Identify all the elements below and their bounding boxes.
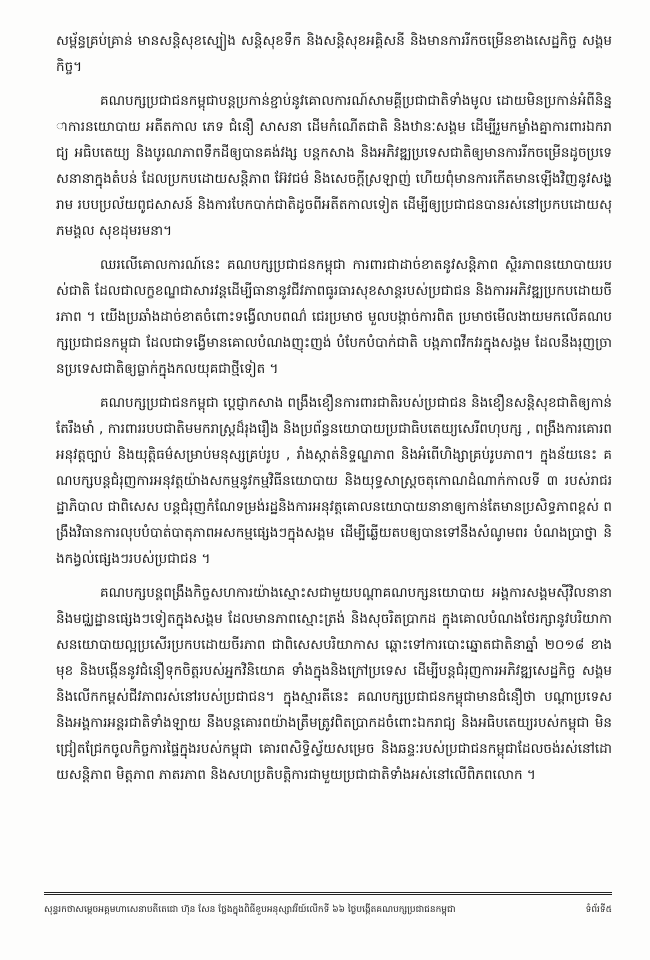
page-number: ទំព័រទី៥ — [585, 905, 612, 915]
paragraph-national-defense: គណបក្សប្រជាជនកម្ពុជា ប្តេជ្ញាកសាង ពង្រឹងខឿនការពារជាតិរបស់ប្រជាជន និងខឿនសន្តិសុខជាតិឲ្យកាន់តែរឹងមាំ , ការពាររបបជាតិមមករាស្ត្រដ៏រុងរឿង និងប្រព័ន្ធនយោបាយប្រជាធិបតេយ្យសេរីពហុបក្ស , ពង្រឹងការគោរពអនុវត្តច្បាប់ និងយុត្តិធម៌សម្រាប់មនុស្សគ្រប់រូប , រាំងស្កាត់និទ្ទណ្ឌភាព និងអំពើហិង្សាគ្រប់រូបភាព។ ក្នុងន័យនេះ គណបក្សបន្តជំរុញការអនុវត្តយ៉ាងសកម្មនូវកម្មវិធីនយោបាយ និងយុទ្ធសាស្ត្រចតុកោណដំណាក់កាលទី ៣ របស់រាជរដ្ឋាភិបាល ជាពិសេស បន្តជំរុញកំណែទម្រង់រដ្ឋនិងការអនុវត្តគោលនយោបាយនានាឲ្យកាន់តែមានប្រសិទ្ធភាពខ្ពស់ ពង្រឹងវិធានការលុបបំបាត់បាតុភាពអសកម្មផ្សេងៗក្នុងសង្គម ដើម្បីឆ្លើយតបឲ្យបានទៅនឹងសំណូមពរ បំណងប្រាថ្នា និងកង្វល់ផ្សេងៗរបស់ប្រជាជន ។ — [56, 395, 612, 567]
page-footer — [44, 892, 612, 917]
paragraph-cooperation: គណបក្សបន្តពង្រឹងកិច្ចសហការយ៉ាងស្មោះសជាមួយបណ្តាគណបក្សនយោបាយ អង្គការសង្គមស៊ីវិលនានា និងមជ្ឈដ្ឋានផ្សេងៗទៀតក្នុងសង្គម ដែលមានភាពស្មោះត្រង់ និងសុចរិតប្រាកដ ក្នុងគោលបំណងថែរក្សានូវបរិយាកាសនយោបាយល្អប្រសើរប្រកបដោយចីរភាព ជាពិសេសបរិយាកាស ឆ្ពោះទៅការបោះឆ្នោតជាតិនាឆ្នាំ ២០១៨ ខាងមុខ និងបង្កើននូវជំនឿទុកចិត្តរបស់អ្នកវិនិយោគ ទាំងក្នុងនិងក្រៅប្រទេស ដើម្បីបន្តជំរុញការអភិវឌ្ឍសេដ្ឋកិច្ច សង្គម និងលើកកម្ពស់ជីវភាពរស់នៅរបស់ប្រជាជន។ ក្នុងស្មារតីនេះ គណបក្សប្រជាជនកម្ពុជាមានជំនឿថា បណ្តាប្រទេស និងអង្គការអន្តរជាតិទាំងឡាយ នឹងបន្តគោរពយ៉ាងត្រឹមត្រូវពិតប្រាកដចំពោះឯករាជ្យ និងអធិបតេយ្យរបស់កម្ពុជា មិនជ្រៀតជ្រែកចូលកិច្ចការផ្ទៃក្នុងរបស់កម្ពុជា គោរពសិទ្ធិស្វ័យសម្រេច និងឆន្ទៈរបស់ប្រជាជនកម្ពុជាដែលចង់រស់នៅដោយសន្តិភាព មិត្តភាព ភាតរភាព និងសហប្រតិបត្តិការជាមួយប្រជាជាតិទាំងអស់នៅលើពិភពលោក ។ — [56, 585, 612, 783]
paragraph-continuation: សម្ព័ន្ធគ្រប់គ្រាន់ មានសន្តិសុខស្បៀង សន្តិសុខទឹក និងសន្តិសុខអគ្គិសនី និងមានការរីកចម្រើនខាងសេដ្ឋកិច្ច សង្គមកិច្ច។ — [56, 33, 612, 75]
paragraph-national-unity: គណបក្សប្រជាជនកម្ពុជាបន្តប្រកាន់ខ្ជាប់នូវគោលការណ៍សាមគ្គីប្រជាជាតិទាំងមូល ដោយមិនប្រកាន់អំពីនិន្នាការនយោបាយ អតីតកាល ភេទ ជំនឿ សាសនា ដើមកំណើតជាតិ និងឋានៈសង្គម ដើម្បីរួមកម្លាំងគ្នាការពារឯករាជ្យ អធិបតេយ្យ និងបូរណភាពទឹកដីឲ្យបានគង់វង្ស បន្តកសាង និងអភិវឌ្ឍប្រទេសជាតិឲ្យមានការរីកចម្រើនដូចប្រទេសនានាក្នុងតំបន់ ដែលប្រកបដោយសន្តិភាព អ៊ែវជម៌ និងសេចក្តីស្រឡាញ់ ហើយពុំមានការកើតមានឡើងវិញនូវសង្គ្រាម របបប្រល័យពូជសាសន៍ និងការបែកបាក់ជាតិដូចពីអតីតកាលទៀត ដើម្បីឲ្យប្រជាជនបានរស់នៅប្រកបដោយសុភមង្គល សុខដុមរមនា។ — [56, 93, 612, 239]
footer-row — [44, 903, 612, 917]
document-body — [56, 28, 612, 796]
paragraph-peace-stability: ឈរលើគោលការណ៍នេះ គណបក្សប្រជាជនកម្ពុជា ការពារជាដាច់ខាតនូវសន្តិភាព ស្ថិរភាពនយោបាយរបស់ជាតិ ដែលជាលក្ខខណ្ឌជាសារវន្តដើម្បីធានានូវជីវភាពធូរធារសុខសាន្តរបស់ប្រជាជន និងការអភិវឌ្ឍប្រកបដោយចីរភាព ។ យើងប្រឆាំងដាច់ខាតចំពោះទង្វើលាបពណ៌ ជេរប្រមាថ មួលបង្កាច់ការពិត ប្រមាថមើលងាយមកលើគណបក្សប្រជាជនកម្ពុជា ដែលជាទង្វើមានគោលបំណងញុះញង់ បំបែកបំបាក់ជាតិ បង្កភាពវឹកវរក្នុងសង្គម ដែលនឹងរុញច្រានប្រទេសជាតិឲ្យធ្លាក់ក្នុងកលយុគជាថ្មីទៀត ។ — [56, 257, 612, 377]
footer-divider — [44, 892, 612, 895]
footer-caption: សុន្ទរកថាសម្តេចអគ្គមហាសេនាបតីតេជោ ហ៊ុន សែន ថ្លែងក្នុងពិធីខួបអនុស្សាវរីយ៍លើកទី ៦៦ ថ្ងៃបង្កើតគណបក្សប្រជាជនកម្ពុជា — [44, 905, 456, 915]
